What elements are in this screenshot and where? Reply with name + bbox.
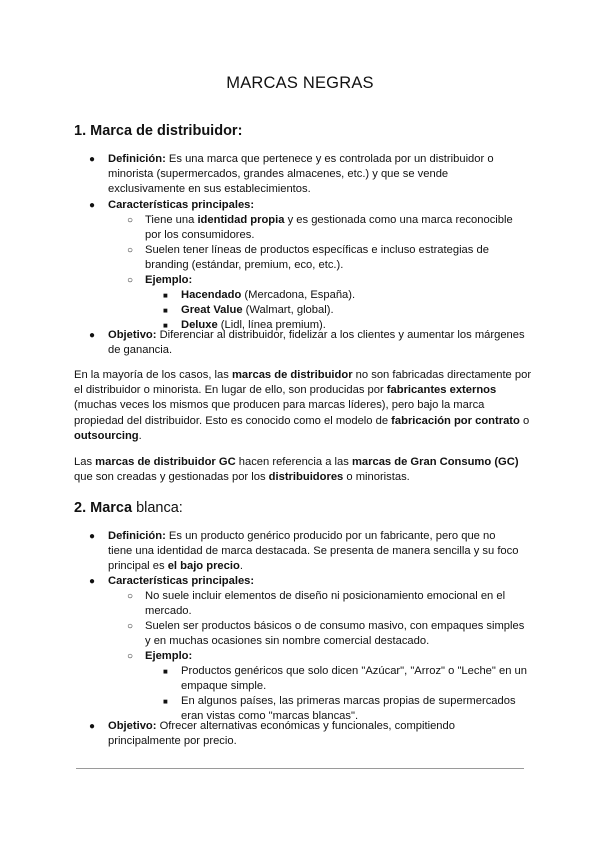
objetivo-text: Diferenciar al distribuidor, fidelizar a los clientes y aumentar los márgenes de ganancia. <box>108 329 525 357</box>
ejemplo-2-detail: (Walmart, global). <box>242 304 334 316</box>
bullet-disc: ● <box>89 576 96 587</box>
bullet-disc: ● <box>89 200 96 211</box>
ejemplo-1 <box>181 288 521 303</box>
caracteristicas-label: Características principales: <box>108 199 255 211</box>
objetivo-item <box>108 328 528 358</box>
ejemplo-label-2: Ejemplo: <box>145 650 193 662</box>
para2-t2: hacen referencia a las <box>235 456 352 468</box>
para1-t1: En la mayoría de los casos, las <box>74 369 232 381</box>
caracteristica-2-2: Suelen ser productos básicos o de consumo masivo, con empaques simples y en muchas ocasiones sin nombre comercial destacado. <box>145 620 525 648</box>
ejemplo-2-2: En algunos países, las primeras marcas propias de supermercados eran vistas como "marcas blancas". <box>181 695 516 723</box>
para1-b1: marcas de distribuidor <box>231 369 353 381</box>
definicion-bold-2: el bajo precio <box>167 560 240 573</box>
objetivo-item-2 <box>108 719 508 749</box>
bullet-disc: ● <box>89 531 96 542</box>
definicion-label: Definición: <box>108 153 166 165</box>
definicion-label-2: Definición: <box>108 530 166 542</box>
bullet-square: ■ <box>163 291 168 300</box>
para2-b3: distribuidores <box>268 471 344 484</box>
objetivo-text-2: Ofrecer alternativas económicas y funcionales, compitiendo principalmente por precio. <box>108 720 455 748</box>
bullet-circle: ○ <box>127 651 134 662</box>
para2-b2: marcas de Gran Consumo (GC) <box>351 456 519 468</box>
page-title: MARCAS NEGRAS <box>226 74 374 92</box>
caracteristica-1 <box>145 213 520 243</box>
car1-bold: identidad propia <box>197 214 285 226</box>
paragraph-gran-consumo <box>74 455 534 485</box>
ejemplo-1-name: Hacendado <box>181 289 242 301</box>
ejemplo-2-1: Productos genéricos que solo dicen "Azúcar", "Arroz" o "Leche" en un empaque simple. <box>181 665 527 693</box>
definicion-text: Es una marca que pertenece y es controlada por un distribuidor o minorista (supermercados, grandes almacenes, etc.) y que se vende exclusivamente en sus establecimientos. <box>108 153 494 196</box>
objetivo-label: Objetivo: <box>108 329 157 341</box>
para1-t2: no son fabricadas directamente por el distribuidor o minorista. En lugar de ello, son producidas por <box>74 369 532 397</box>
para2-t3: que son creadas y gestionadas por los <box>74 471 269 484</box>
definicion-item <box>108 152 518 198</box>
para1-b3: fabricación por contrato <box>391 414 520 427</box>
horizontal-rule <box>76 768 524 769</box>
objetivo-label-2: Objetivo: <box>108 720 157 732</box>
bullet-square: ■ <box>163 306 168 315</box>
para1-b2: fabricantes externos <box>386 384 497 397</box>
definicion-text-2: Es un producto genérico producido por un fabricante, pero que no tiene una identidad de marca destacada. Se presenta de manera sencilla y su foco principal es <box>108 530 519 573</box>
caracteristicas-item-2 <box>108 574 518 589</box>
bullet-circle: ○ <box>127 275 134 286</box>
bullet-square: ■ <box>163 697 168 706</box>
bullet-circle: ○ <box>127 591 134 602</box>
bullet-disc: ● <box>89 721 96 732</box>
para1-t5: . <box>138 429 142 442</box>
caracteristicas-item <box>108 198 518 213</box>
ejemplo-item-2 <box>145 649 520 664</box>
section-1-heading: 1. Marca de distribuidor: <box>74 123 243 139</box>
para2-t4: o minoristas. <box>343 471 410 484</box>
car1-post: y es gestionada como una marca reconocible por los consumidores. <box>145 214 513 242</box>
para1-b4: outsourcing <box>74 429 139 442</box>
ejemplo-2 <box>181 303 521 318</box>
bullet-disc: ● <box>89 154 96 165</box>
car1-pre: Tiene una <box>145 214 198 226</box>
bullet-disc: ● <box>89 330 96 341</box>
section-2-heading-bold: 2. Marca <box>74 500 133 516</box>
ejemplo-label: Ejemplo: <box>145 274 193 286</box>
definicion-item-2 <box>108 529 520 575</box>
bullet-square: ■ <box>163 321 168 330</box>
definicion-end-2: . <box>239 560 243 573</box>
section-2-heading-rest: blanca: <box>132 500 183 516</box>
para2-t1: Las <box>74 456 96 468</box>
bullet-circle: ○ <box>127 245 134 256</box>
paragraph-fabricacion <box>74 368 534 444</box>
section-2-heading <box>74 500 183 516</box>
bullet-square: ■ <box>163 667 168 676</box>
caracteristica-2: Suelen tener líneas de productos específicas e incluso estrategias de branding (estándar, premium, eco, etc.). <box>145 244 489 272</box>
caracteristicas-label-2: Características principales: <box>108 575 255 587</box>
ejemplo-1-detail: (Mercadona, España). <box>241 289 356 301</box>
ejemplo-item <box>145 273 520 288</box>
ejemplo-3-detail: (Lidl, línea premium). <box>217 319 326 331</box>
ejemplo-3-name: Deluxe <box>181 319 218 331</box>
ejemplo-2-name: Great Value <box>181 304 243 316</box>
bullet-circle: ○ <box>127 621 134 632</box>
para1-t4: o <box>519 414 530 427</box>
caracteristica-2-1: No suele incluir elementos de diseño ni posicionamiento emocional en el mercado. <box>145 590 506 618</box>
para1-t3: (muchas veces los mismos que producen para marcas líderes), pero bajo la marca propiedad del distribuidor. Esto es conocido como el modelo de <box>74 399 485 427</box>
bullet-circle: ○ <box>127 215 134 226</box>
para2-b1: marcas de distribuidor GC <box>95 456 236 468</box>
